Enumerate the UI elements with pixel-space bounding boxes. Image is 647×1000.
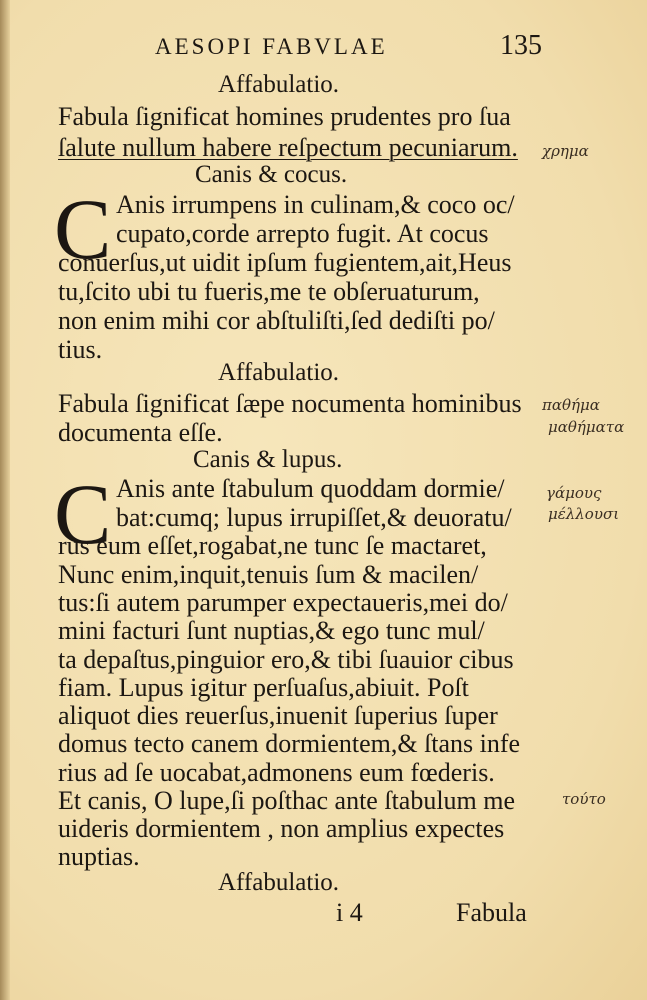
text-line: bat:cumq; lupus irrupiſſet,& deuoratu/ xyxy=(116,503,512,532)
moral-heading: Affabulatio. xyxy=(218,71,340,98)
catchword: Fabula xyxy=(456,898,527,927)
marginal-note: τούτο xyxy=(562,790,606,808)
text-line: Et canis, O lupe,ſi poſthac ante ſtabulum me xyxy=(58,786,516,815)
text-line: ſalute nullum habere reſpectum pecuniarum. xyxy=(58,133,518,162)
text-line: conuerſus,ut uidit ipſum fugientem,ait,Heus xyxy=(58,248,512,277)
drop-cap: C xyxy=(54,181,112,277)
text-line: non enim mihi cor abſtuliſti,ſed dediſti po/ xyxy=(58,306,495,335)
text-line: Nunc enim,inquit,tenuis ſum & macilen/ xyxy=(58,560,479,589)
text-line: uideris dormientem , non amplius expectes xyxy=(58,814,505,843)
text-line: tu,ſcito ubi tu fueris,me te obſeruaturum, xyxy=(58,277,480,306)
text-line: rus eum eſſet,rogabat,ne tunc ſe mactaret, xyxy=(58,531,487,560)
text-line: Fabula ſignificat ſæpe nocumenta hominibus xyxy=(58,389,522,418)
text-line: cupato,corde arrepto fugit. At cocus xyxy=(116,219,489,248)
fable-title: Canis & lupus. xyxy=(193,446,343,473)
text-line: documenta eſſe. xyxy=(58,418,223,447)
page-number: 135 xyxy=(500,30,542,61)
text-line: ta depaſtus,pinguior ero,& tibi ſuauior cibus xyxy=(58,645,514,674)
text-line: aliquot dies reuerſus,inuenit ſuperius ſuper xyxy=(58,701,498,730)
text-line: mini facturi ſunt nuptias,& ego tunc mul/ xyxy=(58,616,485,645)
marginal-note: μαθήματα xyxy=(548,418,625,436)
text-line: domus tecto canem dormientem,& ſtans infe xyxy=(58,729,521,758)
text-line: rius ad ſe uocabat,admonens eum fœderis. xyxy=(58,758,495,787)
moral-heading: Affabulatio. xyxy=(218,359,340,386)
marginal-note: μέλλουσι xyxy=(548,505,620,523)
text-line: fiam. Lupus igitur perſuaſus,abiuit. Poſt xyxy=(58,673,469,702)
marginal-note: χρημα xyxy=(542,142,589,160)
marginal-note: γάμους xyxy=(546,484,602,502)
text-line: tius. xyxy=(58,335,103,364)
text-line: Fabula ſignificat homines prudentes pro ſua xyxy=(58,102,511,131)
running-title: AESOPI FABVLAE xyxy=(155,34,388,59)
fable-title: Canis & cocus. xyxy=(195,161,348,188)
drop-cap: C xyxy=(54,466,112,562)
text-line: Anis irrumpens in culinam,& coco oc/ xyxy=(116,190,515,219)
moral-heading: Affabulatio. xyxy=(218,869,340,896)
text-line: nuptias. xyxy=(58,842,140,871)
marginal-note: παθήμα xyxy=(542,396,600,414)
signature-mark: i 4 xyxy=(336,898,363,927)
binding-gutter xyxy=(0,0,10,1000)
text-line: tus:ſi autem parumper expectaueris,mei do/ xyxy=(58,588,508,617)
text-line: Anis ante ſtabulum quoddam dormie/ xyxy=(116,474,505,503)
